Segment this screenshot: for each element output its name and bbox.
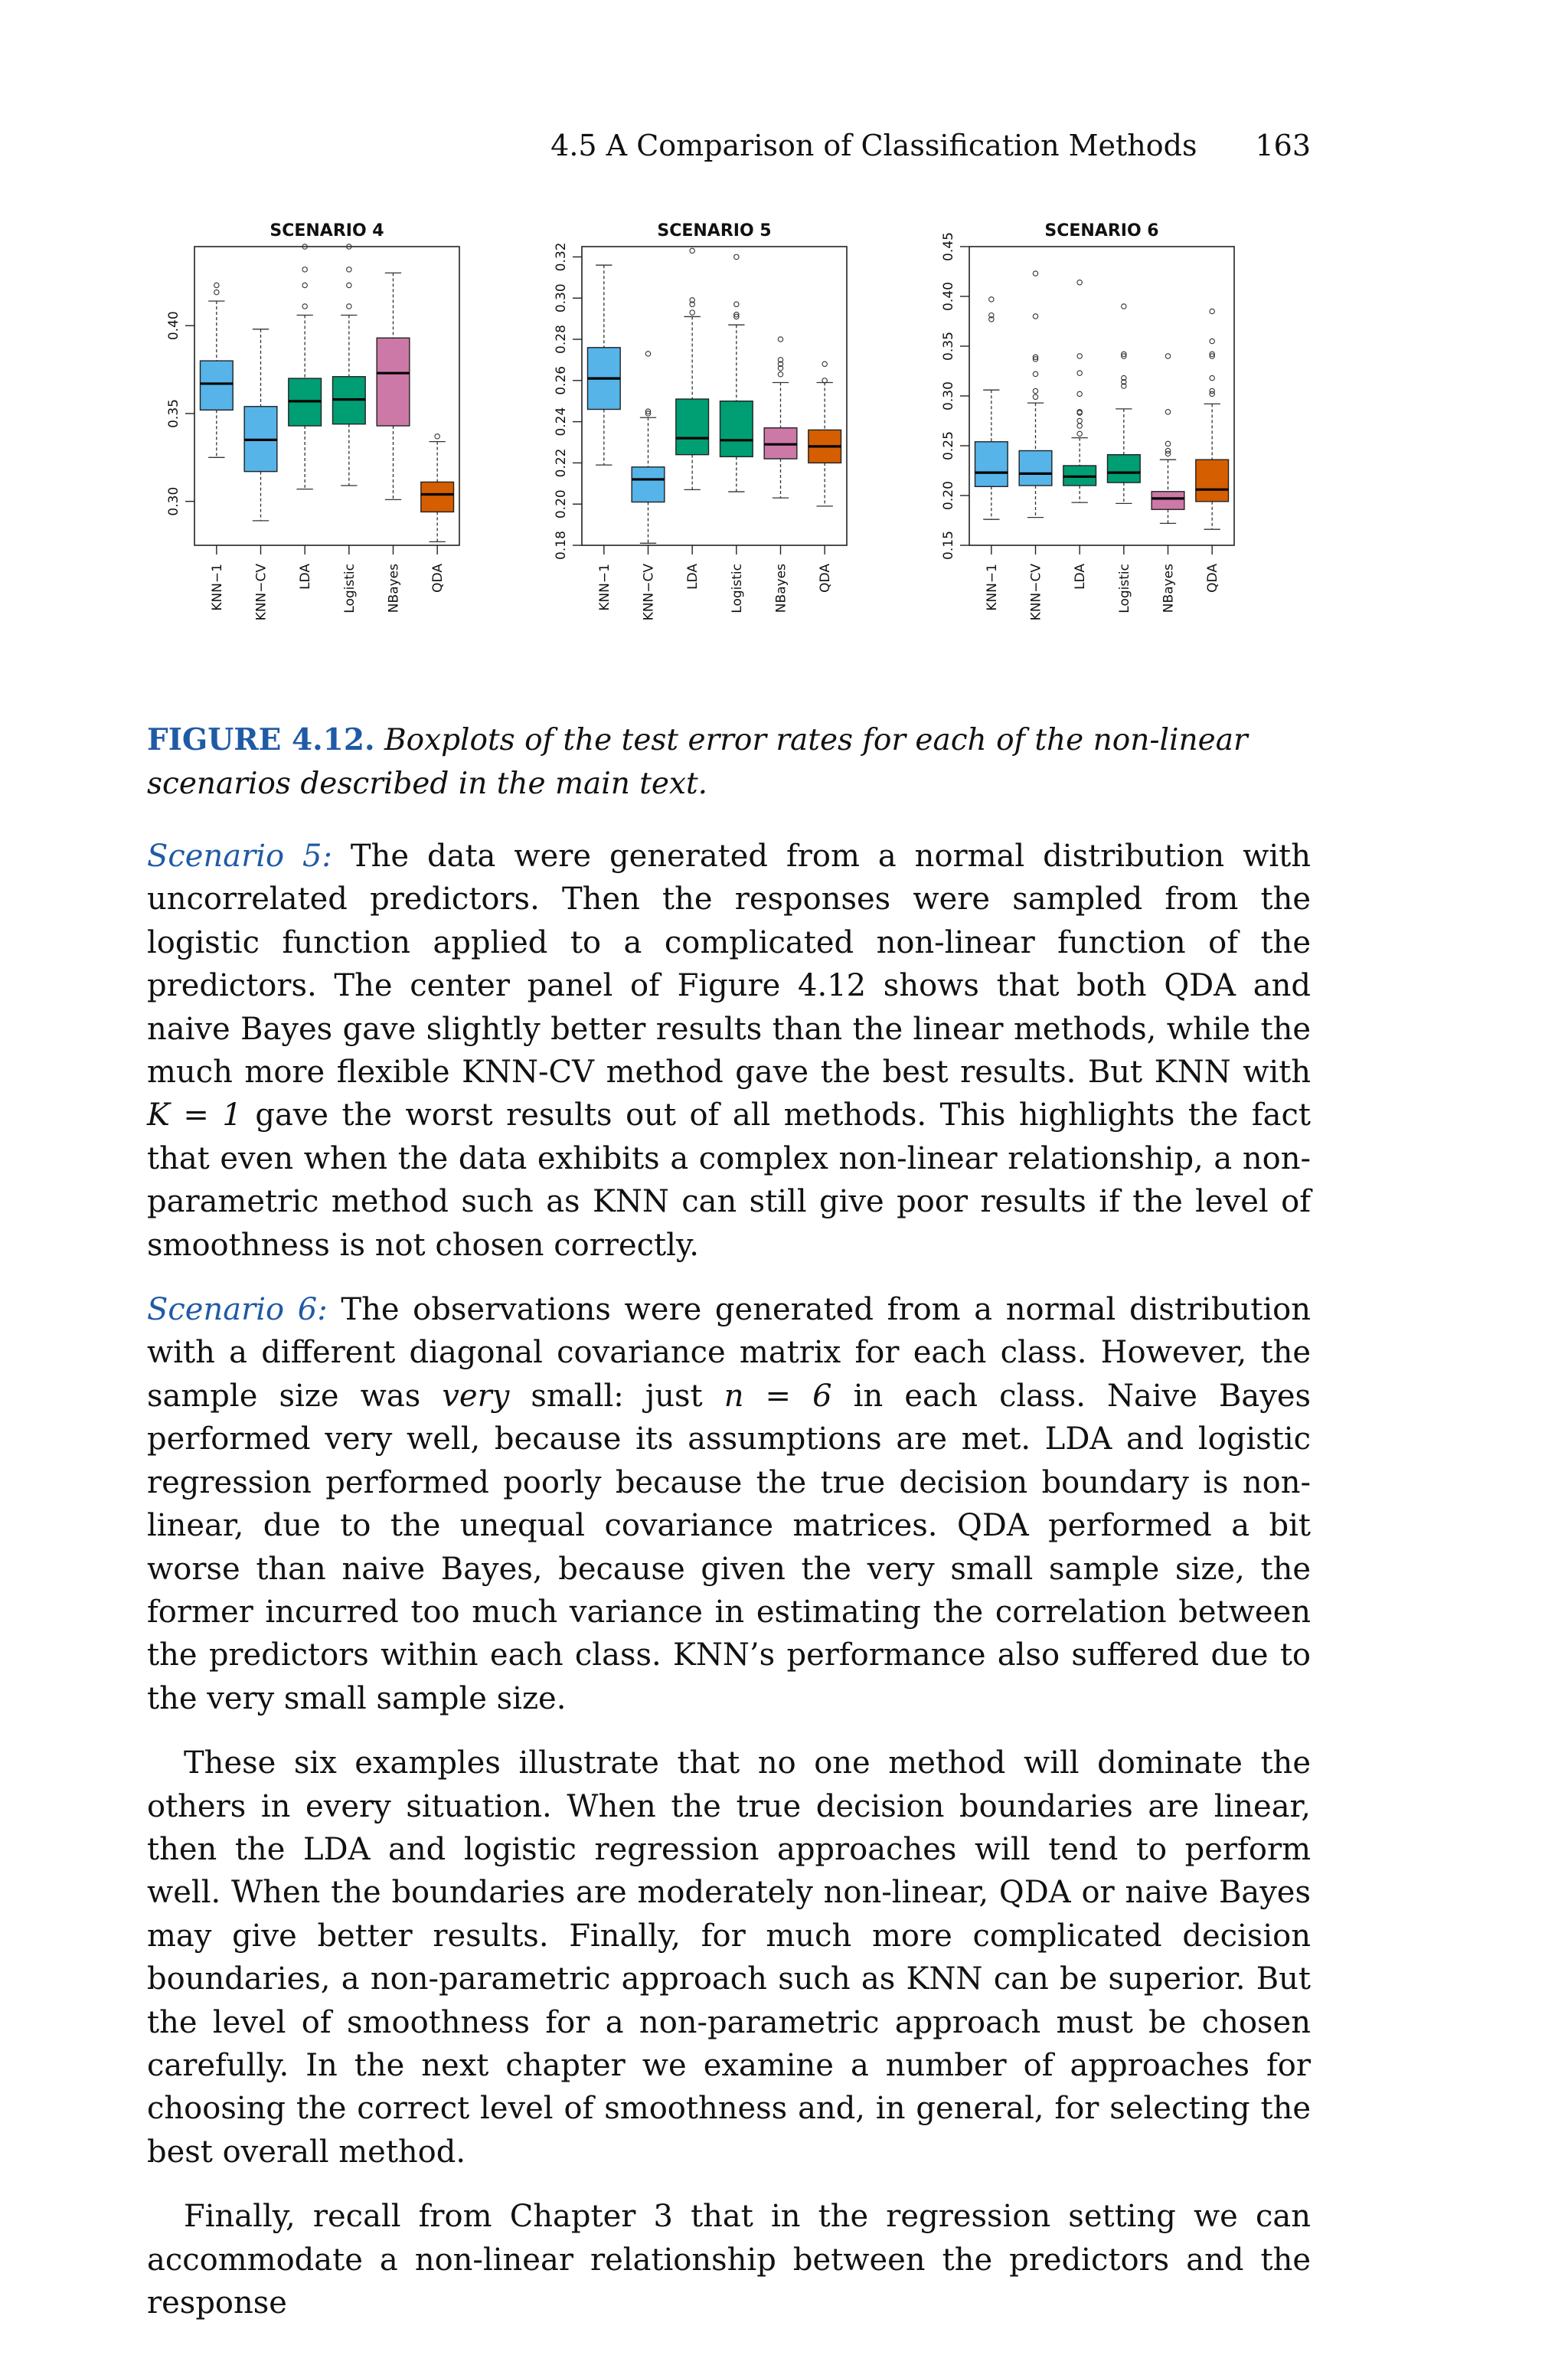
x-tick-label: LDA: [1073, 564, 1089, 590]
outlier-point: [690, 248, 694, 253]
outlier-point: [302, 304, 307, 309]
box: [1196, 460, 1229, 502]
y-tick-label: 0.32: [554, 242, 569, 272]
box: [1019, 451, 1052, 486]
x-tick-label: LDA: [298, 564, 314, 590]
outlier-point: [1033, 314, 1037, 319]
outlier-point: [1033, 388, 1037, 393]
outlier-point: [645, 352, 650, 356]
x-tick-label: KNN−1: [209, 564, 225, 611]
outlier-point: [690, 310, 694, 315]
x-tick-label: QDA: [430, 564, 446, 593]
outlier-point: [1210, 339, 1214, 343]
outlier-point: [1165, 410, 1170, 414]
body-text: [147, 835, 1311, 2346]
paragraph-scenario-5: [147, 835, 1311, 1267]
x-tick-label: KNN−1: [596, 564, 612, 611]
running-header: [536, 129, 1311, 167]
x-tick-label: Logistic: [1116, 564, 1132, 613]
scenario-5-label: Scenario 5:: [147, 839, 332, 874]
outlier-point: [734, 302, 739, 306]
x-tick-label: KNN−CV: [1028, 564, 1044, 621]
outlier-point: [1077, 354, 1082, 358]
y-tick-label: 0.20: [941, 481, 956, 510]
x-tick-label: KNN−CV: [253, 564, 270, 621]
y-tick-label: 0.35: [166, 399, 181, 428]
outlier-point: [1077, 391, 1082, 396]
plot-frame: [194, 247, 459, 545]
y-tick-label: 0.18: [554, 531, 569, 560]
x-tick-label: QDA: [818, 564, 834, 593]
y-tick-label: 0.22: [554, 448, 569, 478]
boxplot-figure-svg: [122, 207, 1317, 705]
outlier-point: [1077, 424, 1082, 428]
figure-label: FIGURE 4.12.: [147, 722, 375, 757]
x-tick-label: QDA: [1205, 564, 1221, 593]
box: [421, 482, 454, 512]
paragraph-regression: Finally, recall from Chapter 3 that in the regression setting we can accommodate a non-linear relationship between the predictors and the response: [147, 2199, 1311, 2321]
y-tick-label: 0.26: [554, 365, 569, 395]
x-tick-label: LDA: [685, 564, 701, 590]
outlier-point: [347, 304, 351, 309]
y-tick-label: 0.24: [554, 407, 569, 437]
chart-title: SCENARIO 4: [270, 221, 384, 240]
y-tick-label: 0.35: [941, 332, 956, 361]
outlier-point: [302, 267, 307, 272]
outlier-point: [1077, 418, 1082, 423]
paragraph-text: The data were generated from a normal distribution with uncorrelated predictors. Then the responses were sampled from the logistic function applied to a complicated non-linear function of the predictors. The center panel of Figure 4.12 shows that both QDA and naive Bayes gave slightly better results than the linear methods, while the much more flexible KNN-CV method gave the best results. But KNN with: [147, 839, 1311, 1091]
outlier-point: [822, 361, 827, 366]
box: [1152, 492, 1184, 509]
paragraph-text: The observations were generated from a normal distribution with a different diagonal covariance matrix for each class. However, the sample size was: [147, 1292, 1311, 1414]
chart-title: SCENARIO 6: [1044, 221, 1159, 240]
outlier-point: [1165, 354, 1170, 358]
outlier-point: [347, 267, 351, 272]
outlier-point: [989, 297, 994, 302]
figure-caption: [147, 718, 1311, 806]
figure-boxplots: [122, 207, 1317, 705]
x-tick-label: NBayes: [1161, 564, 1177, 613]
y-tick-label: 0.30: [554, 283, 569, 313]
paragraph-text: in each class. Naive Bayes performed very well, because its assumptions are met. LDA and logistic regression performed poorly because the true decision boundary is non-linear, due to the unequal covariance matrices. QDA performed a bit worse than naive Bayes, because given the very small sample size, the former incurred too much variance in estimating the correlation between the predictors within each class. KNN’s performance also suffered due to the very small sample size.: [147, 1378, 1312, 1716]
paragraph-scenario-6: [147, 1288, 1311, 1720]
box: [1107, 455, 1140, 482]
outlier-point: [347, 283, 351, 287]
x-tick-label: NBayes: [773, 564, 789, 613]
outlier-point: [1210, 388, 1214, 393]
y-tick-label: 0.20: [554, 489, 569, 519]
y-tick-label: 0.15: [941, 531, 956, 560]
page-number: 163: [1255, 129, 1311, 162]
x-tick-label: KNN−1: [984, 564, 1000, 611]
emphasis-very: very: [442, 1378, 510, 1414]
figure-caption-text: Boxplots of the test error rates for each of the non-linear scenarios described in the main text.: [147, 723, 1248, 801]
outlier-point: [214, 283, 219, 287]
paragraph-text: gave the worst results out of all methods. This highlights the fact that even when the data exhibits a complex non-linear relationship, a non-parametric method such as KNN can still give poor results if the level of smoothness is not chosen correctly.: [147, 1097, 1312, 1263]
math-k-equals-1: K = 1: [147, 1097, 242, 1133]
y-tick-label: 0.30: [941, 381, 956, 411]
plot-frame: [582, 247, 847, 545]
box: [200, 361, 233, 410]
outlier-point: [1165, 441, 1170, 446]
outlier-point: [1077, 431, 1082, 436]
box: [377, 338, 410, 426]
scenario-6-label: Scenario 6:: [147, 1292, 328, 1328]
x-tick-label: Logistic: [341, 564, 358, 613]
outlier-point: [435, 434, 439, 439]
plot-frame: [969, 247, 1234, 545]
paragraph-summary: These six examples illustrate that no one method will dominate the others in every situation. When the true decision boundaries are linear, then the LDA and logistic regression approaches will tend to perform well. When the boundaries are moderately non-linear, QDA or naive Bayes may give better results. Finally, for much more complicated decision boundaries, a non-parametric approach such as KNN can be superior. But the level of smoothness for a non-parametric approach must be chosen carefully. In the next chapter we examine a number of approaches for choosing the correct level of smoothness and, in general, for selecting the best overall method.: [147, 1745, 1311, 2170]
math-n-equals-6: n = 6: [724, 1378, 832, 1414]
y-tick-label: 0.30: [166, 486, 181, 516]
section-title: 4.5 A Comparison of Classification Methods: [550, 129, 1197, 162]
chart-title: SCENARIO 5: [657, 221, 772, 240]
outlier-point: [1033, 371, 1037, 376]
paragraph-text: small: just: [509, 1378, 724, 1414]
outlier-point: [1210, 309, 1214, 313]
outlier-point: [1165, 448, 1170, 453]
outlier-point: [778, 372, 782, 377]
y-tick-label: 0.28: [554, 325, 569, 354]
box: [632, 467, 665, 502]
y-tick-label: 0.25: [941, 431, 956, 460]
x-tick-label: KNN−CV: [641, 564, 657, 621]
outlier-point: [1077, 280, 1082, 285]
x-tick-label: NBayes: [386, 564, 402, 613]
outlier-point: [778, 337, 782, 342]
outlier-point: [1210, 375, 1214, 380]
y-tick-label: 0.45: [941, 232, 956, 261]
y-tick-label: 0.40: [941, 282, 956, 311]
box: [676, 399, 709, 455]
x-tick-label: Logistic: [729, 564, 745, 613]
outlier-point: [302, 283, 307, 287]
box: [720, 401, 753, 457]
outlier-point: [1033, 394, 1037, 399]
outlier-point: [1033, 271, 1037, 276]
outlier-point: [1077, 371, 1082, 375]
outlier-point: [734, 254, 739, 259]
outlier-point: [214, 289, 219, 294]
y-tick-label: 0.40: [166, 311, 181, 341]
box: [975, 442, 1008, 487]
outlier-point: [1122, 304, 1126, 309]
